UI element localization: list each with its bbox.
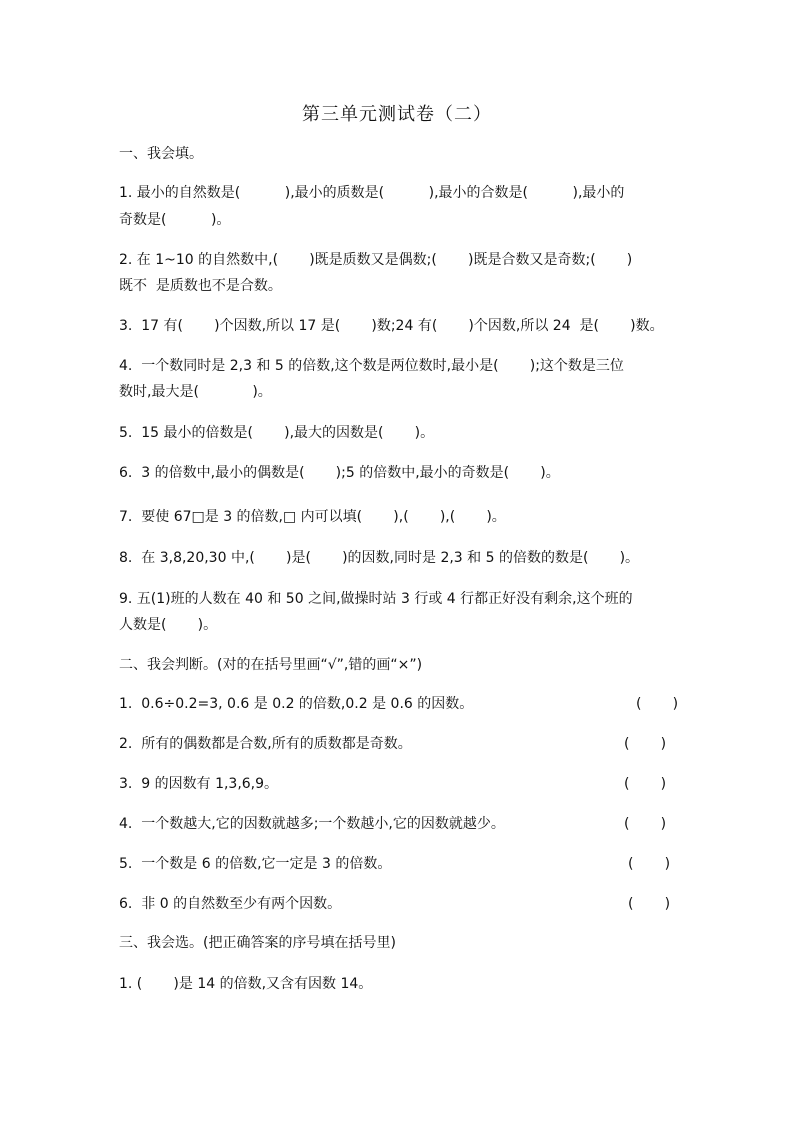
s2-q2-answer-paren[interactable]: ( ) <box>624 736 667 752</box>
section1-heading: 一、我会填。 <box>119 146 203 162</box>
s1-q9-line1: 9. 五(1)班的人数在 40 和 50 之间,做操时站 3 行或 4 行都正好没有剩余,这个班的 <box>119 591 633 607</box>
s1-q5-line1: 5. 15 最小的倍数是( ),最大的因数是( )。 <box>119 425 435 441</box>
s3-q1-text: 1. ( )是 14 的倍数,又含有因数 14。 <box>119 976 373 992</box>
s2-q3-answer-paren[interactable]: ( ) <box>624 776 667 792</box>
s1-q9-line2: 人数是( )。 <box>119 617 218 633</box>
s1-q4-line1: 4. 一个数同时是 2,3 和 5 的倍数,这个数是两位数时,最小是( );这个数是三位 <box>119 358 624 374</box>
s2-q2-text: 2. 所有的偶数都是合数,所有的质数都是奇数。 <box>119 736 412 752</box>
s2-q1-answer-paren[interactable]: ( ) <box>636 696 679 712</box>
s1-q6-line1: 6. 3 的倍数中,最小的偶数是( );5 的倍数中,最小的奇数是( )。 <box>119 465 560 481</box>
s2-q3-text: 3. 9 的因数有 1,3,6,9。 <box>119 776 279 792</box>
s1-q1-line2: 奇数是( )。 <box>119 212 231 228</box>
section2-heading: 二、我会判断。(对的在括号里画“√”,错的画“×”) <box>119 657 423 673</box>
s1-q2-line2: 既不 是质数也不是合数。 <box>119 278 282 294</box>
s1-q2-line1: 2. 在 1~10 的自然数中,( )既是质数又是偶数;( )既是合数又是奇数;( ) <box>119 252 633 268</box>
section3-heading: 三、我会选。(把正确答案的序号填在括号里) <box>119 935 396 951</box>
s2-q1-text: 1. 0.6÷0.2=3, 0.6 是 0.2 的倍数,0.2 是 0.6 的因数。 <box>119 696 474 712</box>
s1-q3-line1: 3. 17 有( )个因数,所以 17 是( )数;24 有( )个因数,所以 24 是( )数。 <box>119 318 664 334</box>
s2-q5-answer-paren[interactable]: ( ) <box>628 856 671 872</box>
s2-q4-answer-paren[interactable]: ( ) <box>624 816 667 832</box>
s1-q1-line1: 1. 最小的自然数是( ),最小的质数是( ),最小的合数是( ),最小的 <box>119 185 625 201</box>
s2-q6-answer-paren[interactable]: ( ) <box>628 896 671 912</box>
s2-q6-text: 6. 非 0 的自然数至少有两个因数。 <box>119 896 342 912</box>
s1-q7-line1: 7. 要使 67□是 3 的倍数,□ 内可以填( ),( ),( )。 <box>119 509 506 525</box>
s2-q4-text: 4. 一个数越大,它的因数就越多;一个数越小,它的因数就越少。 <box>119 816 505 832</box>
s2-q5-text: 5. 一个数是 6 的倍数,它一定是 3 的倍数。 <box>119 856 392 872</box>
s1-q8-line1: 8. 在 3,8,20,30 中,( )是( )的因数,同时是 2,3 和 5 的倍数的数是( )。 <box>119 550 640 566</box>
page-title: 第三单元测试卷（二） <box>302 104 492 125</box>
s1-q4-line2: 数时,最大是( )。 <box>119 384 272 400</box>
